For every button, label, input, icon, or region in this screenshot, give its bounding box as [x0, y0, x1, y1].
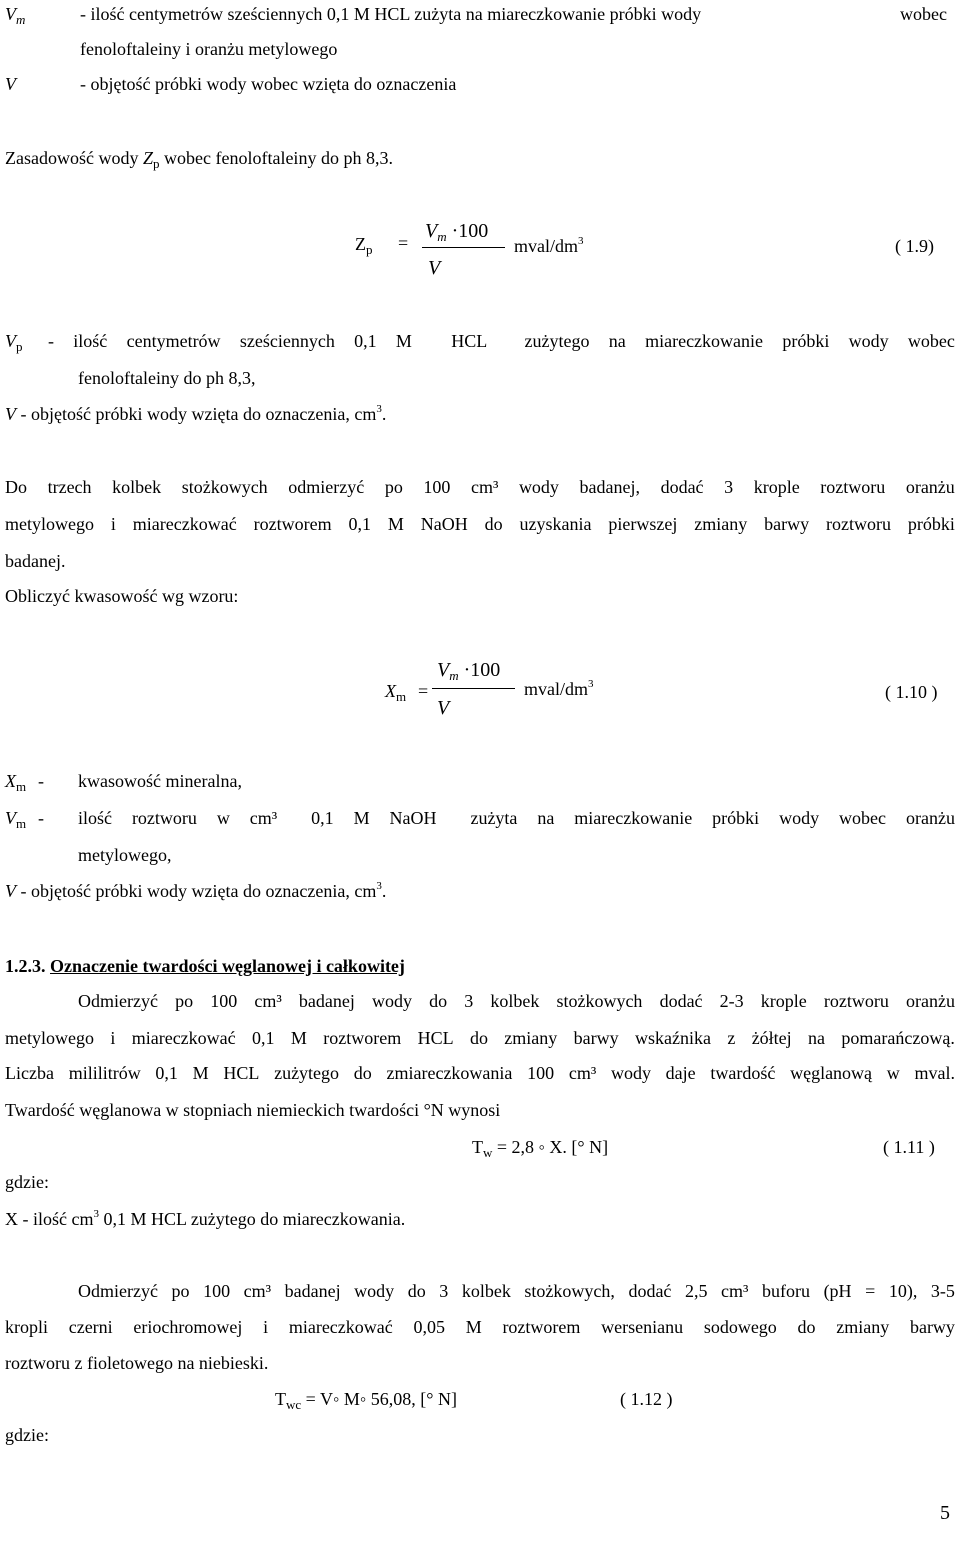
symbol-v: V	[5, 404, 16, 424]
definition-xm-dash: -	[38, 771, 44, 791]
word: zmiany	[504, 1028, 558, 1048]
symbol-v: V	[5, 808, 16, 828]
word: próbki	[712, 808, 760, 828]
definition-vm-2-line1	[78, 809, 955, 827]
paragraph-2-line1	[78, 992, 955, 1010]
paragraph-3-line1	[78, 1282, 955, 1300]
word: do	[353, 1063, 372, 1083]
word: 100	[203, 1281, 231, 1301]
formula-1-11-number: ( 1.11 )	[883, 1137, 935, 1157]
unit-sup: 3	[578, 235, 584, 247]
word: badanej	[284, 1281, 341, 1301]
word: zużyta	[470, 808, 518, 828]
formula-symbol: X	[385, 681, 396, 701]
word: 0,1	[354, 331, 377, 351]
word: cm³	[254, 991, 282, 1011]
word: (pH	[823, 1281, 852, 1301]
word: M	[387, 514, 404, 534]
unit-sup: 3	[376, 880, 382, 892]
definition-vp-line2: fenoloftaleiny do ph 8,3,	[78, 368, 256, 388]
word: M	[465, 1317, 482, 1337]
word: 3-5	[930, 1281, 955, 1301]
word: stożkowych	[556, 991, 643, 1011]
word: 2,5	[684, 1281, 708, 1301]
formula-1-10-lhs	[385, 681, 407, 704]
word: do	[484, 514, 503, 534]
word: wobec	[839, 808, 887, 828]
word: zmiany	[694, 514, 748, 534]
formula-sub: m	[437, 229, 447, 244]
word: stożkowych	[181, 477, 268, 497]
word: M	[353, 808, 370, 828]
formula-dot: ·	[451, 220, 459, 242]
word: odmierzyć	[288, 477, 365, 497]
word: trzech	[47, 477, 92, 497]
symbol-sub: m	[16, 12, 26, 27]
word: cm³	[568, 1063, 597, 1083]
word: i	[263, 1317, 269, 1337]
word: roztworem	[253, 514, 332, 534]
word: próbki	[782, 331, 830, 351]
word: =	[865, 1281, 876, 1301]
formula-sub: p	[366, 242, 373, 257]
word: żółtej	[751, 1028, 792, 1048]
word: barwy	[573, 1028, 619, 1048]
word: i	[110, 514, 116, 534]
formula-1-11	[472, 1137, 609, 1160]
zasadowosc-line	[5, 148, 393, 171]
zasadowosc-text: Zasadowość wody	[5, 148, 143, 168]
word: Odmierzyć	[78, 1281, 158, 1301]
word: z	[727, 1028, 736, 1048]
definition-vm-2-line2: metylowego,	[78, 845, 172, 865]
formula-sub: m	[396, 689, 407, 704]
word: M	[192, 1063, 209, 1083]
unit-text: mval/dm	[524, 679, 588, 699]
formula-1-12	[275, 1389, 457, 1412]
definition-end: 0,1 M HCL zużytego do miareczkowania.	[98, 1209, 406, 1229]
paragraph-3-line3: roztworu z fioletowego na niebieski.	[5, 1353, 269, 1373]
word: w	[216, 808, 230, 828]
word: 0,1	[155, 1063, 178, 1083]
word: po	[175, 991, 194, 1011]
word: 0,1	[252, 1028, 275, 1048]
word: HCL	[223, 1063, 260, 1083]
definition-vm-dash: -	[38, 808, 44, 828]
symbol-sub: m	[16, 779, 27, 794]
paragraph-3-line2	[5, 1318, 955, 1336]
formula-symbol: V	[437, 659, 450, 681]
formula-symbol: Z	[355, 234, 366, 254]
word: NaOH	[420, 514, 468, 534]
word: 0,1	[311, 808, 334, 828]
section-heading	[5, 957, 405, 975]
word: miareczkowanie	[645, 331, 764, 351]
symbol-vp	[5, 331, 23, 354]
word: roztworu	[820, 477, 886, 497]
word: do	[469, 1028, 488, 1048]
word: roztworu	[826, 514, 892, 534]
definition-vm-line1: - ilość centymetrów sześciennych 0,1 M HCL zużyta na miareczkowanie próbki wody	[80, 4, 702, 24]
word: krople	[753, 477, 800, 497]
formula-1-9-fraction-line	[422, 247, 505, 248]
formula-1-9-eq: =	[398, 233, 409, 253]
formula-value: 100	[458, 220, 489, 242]
formula-sub: m	[449, 668, 459, 683]
word: krople	[760, 991, 807, 1011]
word: cm³	[470, 477, 499, 497]
word: 100	[210, 991, 238, 1011]
formula-1-9-denominator: V	[428, 257, 441, 279]
word: miareczkować	[132, 514, 237, 534]
formula-value: 100	[470, 659, 501, 681]
word: miareczkować	[131, 1028, 236, 1048]
word: mililitrów	[68, 1063, 141, 1083]
section-title: Oznaczenie twardości węglanowej i całkowitej	[50, 956, 405, 976]
word: próbki	[907, 514, 955, 534]
word: kolbek	[112, 477, 162, 497]
word: ilość	[78, 808, 112, 828]
word: M	[290, 1028, 307, 1048]
word: Liczba	[5, 1063, 54, 1083]
symbol-x: X	[5, 771, 16, 791]
formula-1-10-eq: =	[418, 681, 429, 701]
word: oranżu	[905, 477, 955, 497]
definition-v-2	[5, 882, 386, 900]
word: w	[886, 1063, 900, 1083]
word: roztworem	[323, 1028, 402, 1048]
word: zmiareczkowania	[386, 1063, 513, 1083]
symbol-sub: m	[16, 816, 27, 831]
word: daje	[665, 1063, 696, 1083]
word: oranżu	[905, 808, 955, 828]
word: zmiany	[836, 1317, 890, 1337]
symbol-vm	[5, 4, 26, 27]
word: Odmierzyć	[78, 991, 158, 1011]
word: wobec	[907, 331, 955, 351]
word: wskaźnika	[634, 1028, 711, 1048]
word: cm³	[721, 1281, 749, 1301]
word: kropli	[5, 1317, 48, 1337]
word: roztworem	[502, 1317, 581, 1337]
unit-sup: 3	[93, 1208, 99, 1220]
paragraph-1-line3: badanej.	[5, 551, 66, 571]
symbol-v: V	[5, 4, 16, 24]
paragraph-1-line4: Obliczyć kwasowość wg wzoru:	[5, 586, 239, 606]
definition-end: .	[381, 404, 387, 424]
unit-sup: 3	[376, 403, 382, 415]
formula-body: = V◦ M◦ 56,08, [° N]	[301, 1389, 457, 1409]
gdzie-label-2: gdzie:	[5, 1425, 49, 1445]
word: Do	[5, 477, 27, 497]
word: -	[48, 331, 54, 351]
word: sodowego	[703, 1317, 777, 1337]
word: po	[384, 477, 403, 497]
symbol-v: V	[5, 881, 16, 901]
word: stożkowych,	[524, 1281, 615, 1301]
word: badanej	[298, 991, 355, 1011]
word: dodać	[628, 1281, 672, 1301]
word: metylowego	[5, 514, 94, 534]
word: do	[797, 1317, 816, 1337]
word: 3	[439, 1281, 449, 1301]
symbol-v: V	[5, 331, 16, 351]
definition-v-line	[5, 405, 386, 423]
formula-1-10-numerator	[437, 659, 501, 683]
zasadowosc-text-end: wobec fenoloftaleiny do ph 8,3.	[159, 148, 393, 168]
word: na	[808, 1028, 826, 1048]
formula-symbol: T	[472, 1137, 483, 1157]
formula-1-9-numerator	[425, 220, 489, 244]
symbol-z: Z	[142, 148, 153, 168]
word: barwy	[764, 514, 810, 534]
word: badanej,	[579, 477, 640, 497]
definition-vp-line1	[48, 332, 955, 350]
word: roztworu	[131, 808, 197, 828]
paragraph-1-line2	[5, 515, 955, 533]
definition-v: - objętość próbki wody wobec wzięta do oznaczenia	[80, 74, 457, 94]
word: HCL	[451, 331, 488, 351]
paragraph-2-line2	[5, 1029, 955, 1047]
formula-dot: ·	[463, 659, 471, 681]
word: do	[407, 1281, 426, 1301]
word: kolbek	[490, 991, 540, 1011]
formula-sub: w	[483, 1145, 493, 1160]
gdzie-label: gdzie:	[5, 1172, 49, 1192]
word: uzyskania	[519, 514, 592, 534]
word: cm³	[249, 808, 278, 828]
word: zużytego	[274, 1063, 340, 1083]
word: sześciennych	[239, 331, 335, 351]
formula-1-9-number: ( 1.9)	[895, 236, 934, 256]
formula-1-10-fraction-line	[432, 688, 515, 689]
word: czerni	[68, 1317, 113, 1337]
word: M	[395, 331, 412, 351]
word: 100	[527, 1063, 555, 1083]
formula-1-10-unit	[524, 680, 594, 698]
unit-sup: 3	[588, 678, 594, 690]
word: 3	[724, 477, 734, 497]
symbol-v: V	[5, 74, 16, 94]
x-definition	[5, 1210, 405, 1228]
formula-1-9-unit	[514, 237, 584, 255]
word: centymetrów	[126, 331, 221, 351]
formula-1-10-number: ( 1.10 )	[885, 682, 938, 702]
unit-text: mval/dm	[514, 236, 578, 256]
symbol-sub: p	[153, 156, 160, 171]
word: buforu	[762, 1281, 810, 1301]
word: po	[171, 1281, 190, 1301]
word: 0,1	[348, 514, 371, 534]
definition-text: - objętość próbki wody wzięta do oznaczenia, cm	[16, 404, 377, 424]
word: na	[537, 808, 555, 828]
word: mval.	[914, 1063, 955, 1083]
word: wody	[610, 1063, 651, 1083]
formula-1-12-number: ( 1.12 )	[620, 1389, 673, 1409]
formula-1-9-lhs	[355, 234, 373, 257]
word: kolbek	[461, 1281, 511, 1301]
formula-symbol: V	[425, 220, 438, 242]
word: do	[429, 991, 448, 1011]
paragraph-1-line1	[5, 478, 955, 496]
definition-end: .	[381, 881, 387, 901]
word: eriochromowej	[133, 1317, 243, 1337]
paragraph-2-line4: Twardość węglanowa w stopniach niemieckich twardości °N wynosi	[5, 1100, 501, 1120]
word: wody	[848, 331, 889, 351]
definition-xm: kwasowość mineralna,	[78, 771, 242, 791]
symbol-xm	[5, 771, 27, 794]
definition-vm-line1-end: wobec	[900, 4, 947, 24]
word: zużytego	[524, 331, 590, 351]
word: pierwszej	[608, 514, 678, 534]
symbol-sub: p	[16, 339, 23, 354]
word: dodać	[660, 477, 704, 497]
word: twardość	[710, 1063, 776, 1083]
word: 0,05	[413, 1317, 445, 1337]
word: węglanową	[790, 1063, 873, 1083]
word: roztworu	[823, 991, 889, 1011]
formula-1-10-denominator: V	[437, 697, 450, 719]
word: metylowego	[5, 1028, 94, 1048]
word: wody	[779, 808, 820, 828]
word: wody	[518, 477, 559, 497]
paragraph-2-line3	[5, 1064, 955, 1082]
word: 10),	[888, 1281, 918, 1301]
formula-symbol: T	[275, 1389, 286, 1409]
word: wody	[371, 991, 412, 1011]
word: i	[110, 1028, 116, 1048]
formula-sub: wc	[286, 1397, 302, 1412]
word: miareczkować	[288, 1317, 393, 1337]
word: dodać	[659, 991, 703, 1011]
word: 2-3	[719, 991, 744, 1011]
definition-text: X - ilość cm	[5, 1209, 94, 1229]
word: NaOH	[389, 808, 437, 828]
word: HCL	[417, 1028, 454, 1048]
word: cm³	[243, 1281, 272, 1301]
word: na	[608, 331, 626, 351]
definition-text: - objętość próbki wody wzięta do oznaczenia, cm	[16, 881, 377, 901]
page-number: 5	[940, 1502, 950, 1524]
word: oranżu	[906, 991, 955, 1011]
formula-body: = 2,8 ◦ X. [° N]	[492, 1137, 609, 1157]
word: wody	[354, 1281, 395, 1301]
word: 3	[464, 991, 474, 1011]
word: 100	[423, 477, 451, 497]
word: miareczkowanie	[574, 808, 693, 828]
symbol-vm-2	[5, 808, 27, 831]
word: pomarańczową.	[841, 1028, 955, 1048]
word: ilość	[73, 331, 108, 351]
section-number: 1.2.3.	[5, 956, 46, 976]
definition-vm-line2: fenoloftaleiny i oranżu metylowego	[80, 39, 338, 59]
word: wersenianu	[601, 1317, 684, 1337]
word: barwy	[909, 1317, 955, 1337]
